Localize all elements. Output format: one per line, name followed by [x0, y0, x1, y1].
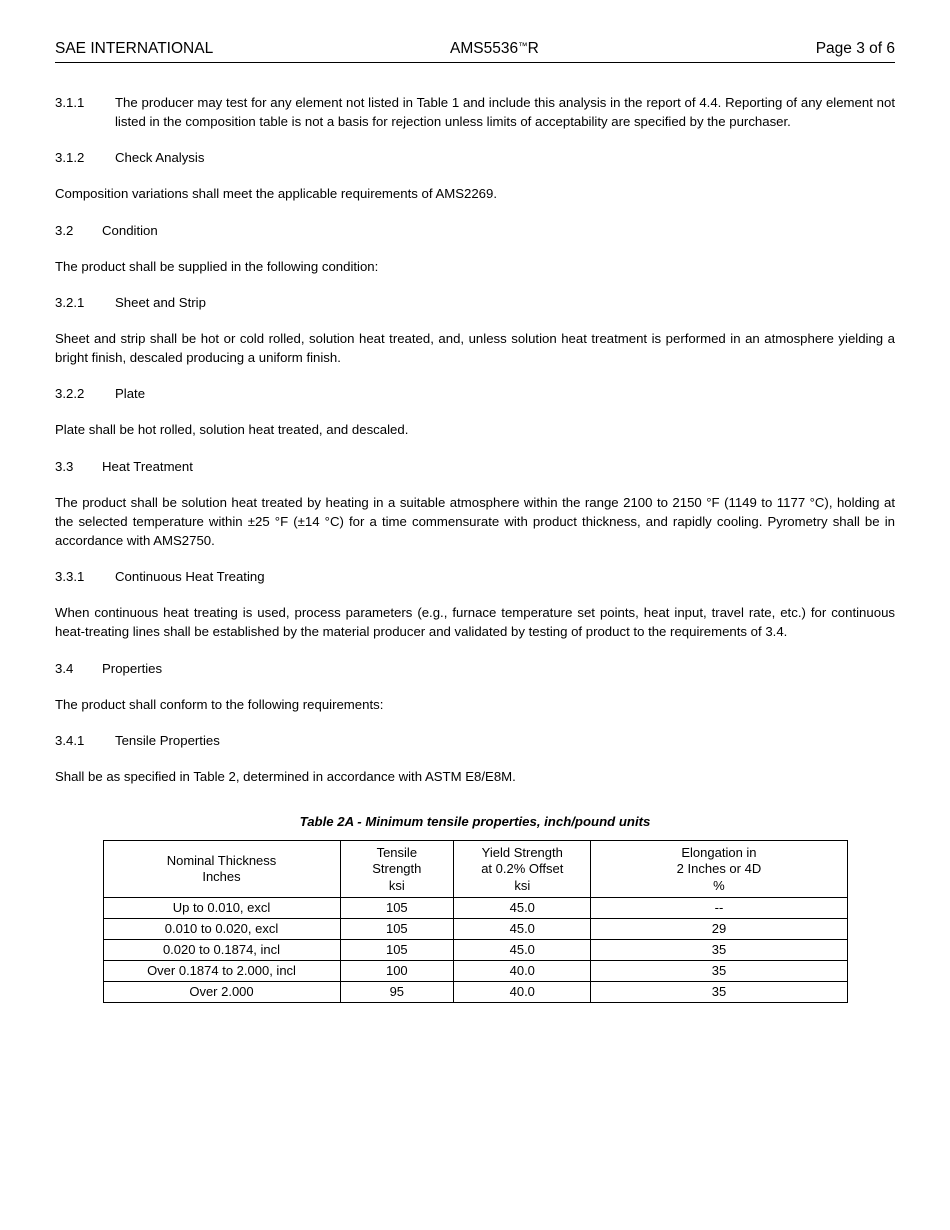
section-heading: Condition: [102, 222, 158, 238]
section-number: 3.3: [55, 458, 74, 474]
cell-elongation: --: [591, 897, 847, 918]
cell-thickness: Over 2.000: [103, 981, 340, 1002]
header-line-2: 2 Inches or 4D: [676, 861, 762, 877]
section-number: 3.2: [55, 222, 74, 238]
section-number: 3.1.2: [55, 150, 85, 166]
cell-yield-strength: 40.0: [454, 960, 591, 981]
header-line-3: ksi: [388, 877, 405, 893]
section-3-1-1: [55, 93, 895, 131]
table-row: [103, 897, 847, 918]
section-body: The producer may test for any element not listed in Table 1 and include this analysis in the report of 4.4. Reporting of any element not listed in the composition table is not a basis for rejection unless limits of acceptability are specified by the purchaser.: [115, 95, 895, 130]
section-3-2-2: [55, 384, 895, 403]
cell-elongation: 35: [591, 960, 847, 981]
header-line-3: %: [713, 877, 725, 893]
section-heading: Check Analysis: [115, 150, 205, 166]
paragraph-plate: Plate shall be hot rolled, solution heat treated, and descaled.: [55, 422, 409, 438]
header-doc-id: AMS5536: [450, 40, 519, 57]
paragraph-tensile-shall: Shall be as specified in Table 2, determined in accordance with ASTM E8/E8M.: [55, 768, 516, 784]
cell-tensile-strength: 105: [340, 918, 454, 939]
paragraph-continuous-heat: When continuous heat treating is used, process parameters (e.g., furnace temperature set points, heat input, travel rate, etc.) for continuous heat-treating lines shall be established by the material producer and validated by testing of product to the requirements of 3.4.: [55, 605, 895, 640]
table-row: [103, 981, 847, 1002]
section-heading: Plate: [115, 386, 146, 402]
column-header-tensile-strength: [340, 841, 454, 898]
header-line-1: Tensile: [376, 845, 418, 861]
trademark-icon: ™: [518, 41, 528, 52]
section-number: 3.1.1: [55, 95, 85, 110]
header-doc-revision: R: [527, 40, 539, 57]
section-3-3-1: [55, 567, 895, 586]
paragraph-composition-variations: Composition variations shall meet the applicable requirements of AMS2269.: [55, 186, 498, 202]
header-organization: SAE INTERNATIONAL: [55, 40, 214, 57]
cell-tensile-strength: 100: [340, 960, 454, 981]
section-3-2: [55, 221, 895, 240]
section-heading: Properties: [102, 660, 163, 676]
page-header: [55, 40, 895, 63]
cell-yield-strength: 45.0: [454, 918, 591, 939]
header-line-2: at 0.2% Offset: [481, 861, 564, 877]
paragraph-heat-treatment: The product shall be solution heat treated by heating in a suitable atmosphere within the range 2100 to 2150 °F (1149 to 1177 °C), holding at the selected temperature within ±25 °F (±14 °C) for a time commensurate with product thickness, and rapidly cooling. Pyrometry shall be in accordance with AMS2750.: [55, 494, 895, 548]
table-body: [103, 897, 847, 1002]
table-row: [103, 939, 847, 960]
table-title: Table 2A - Minimum tensile properties, inch/pound units: [299, 814, 651, 830]
paragraph-sheet-strip: Sheet and strip shall be hot or cold rolled, solution heat treated, and, unless solution heat treatment is performed in an atmosphere yielding a bright finish, descaled producing a uniform finish.: [55, 330, 895, 366]
tensile-properties-table: [103, 840, 848, 1003]
cell-thickness: Up to 0.010, excl: [103, 897, 340, 918]
cell-elongation: 29: [591, 918, 847, 939]
section-3-4-1: [55, 731, 895, 750]
section-number: 3.3.1: [55, 569, 85, 585]
table-row: [103, 918, 847, 939]
table-header-row: [103, 841, 847, 898]
cell-thickness: 0.020 to 0.1874, incl: [103, 939, 340, 960]
section-number: 3.4.1: [55, 732, 85, 748]
section-heading: Heat Treatment: [102, 458, 193, 474]
section-heading: Tensile Properties: [115, 732, 220, 748]
table-header-row-group: [103, 841, 847, 898]
cell-yield-strength: 40.0: [454, 981, 591, 1002]
section-number: 3.4: [55, 660, 74, 676]
section-number: 3.2.1: [55, 294, 85, 310]
paragraph-product-conform: The product shall conform to the following requirements:: [55, 696, 384, 712]
cell-tensile-strength: 105: [340, 897, 454, 918]
cell-yield-strength: 45.0: [454, 939, 591, 960]
header-line-2: Inches: [202, 869, 241, 885]
cell-tensile-strength: 105: [340, 939, 454, 960]
header-document-number: [173, 40, 816, 58]
section-3-4: [55, 659, 895, 678]
cell-yield-strength: 45.0: [454, 897, 591, 918]
section-heading: Continuous Heat Treating: [115, 569, 265, 585]
header-line-1: Elongation in: [681, 845, 757, 861]
cell-tensile-strength: 95: [340, 981, 454, 1002]
paragraph-product-supplied: The product shall be supplied in the following condition:: [55, 258, 379, 274]
header-line-2: Strength: [372, 861, 422, 877]
section-3-2-1: [55, 293, 895, 312]
section-3-1-2: [55, 148, 895, 167]
cell-thickness: Over 0.1874 to 2.000, incl: [103, 960, 340, 981]
header-line-3: ksi: [514, 877, 531, 893]
cell-thickness: 0.010 to 0.020, excl: [103, 918, 340, 939]
column-header-elongation: [591, 841, 847, 898]
column-header-yield-strength: [454, 841, 591, 898]
section-heading: Sheet and Strip: [115, 294, 206, 310]
column-header-nominal-thickness: [103, 841, 340, 898]
header-page-number: Page 3 of 6: [815, 40, 895, 57]
section-number: 3.2.2: [55, 386, 85, 402]
cell-elongation: 35: [591, 981, 847, 1002]
section-3-3: [55, 457, 895, 476]
header-line-1: Yield Strength: [481, 845, 563, 861]
table-row: [103, 960, 847, 981]
cell-elongation: 35: [591, 939, 847, 960]
header-line-1: Nominal Thickness: [166, 853, 277, 869]
